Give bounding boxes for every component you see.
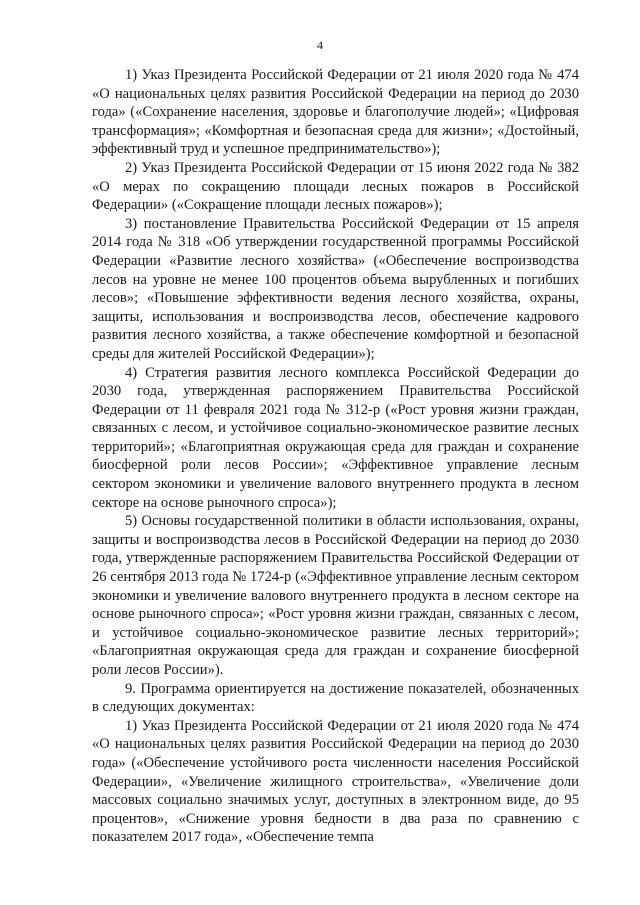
document-body [92, 66, 579, 847]
paragraph-decree-474-indicators: 1) Указ Президента Российской Федерации от 21 июля 2020 года № 474 «О национальных целях развития Российской Федерации на период до 2030 года» («Обеспечение устойчивого роста численности населения Российской Федерации», «Увеличение жилищного строительства», «Увеличение доли массовых социально значимых услуг, доступных в электронном виде, до 95 процентов», «Снижение уровня бедности в два раза по сравнению с показателем 2017 года», «Обеспечение темпа [92, 717, 579, 846]
paragraph-section-9: 9. Программа ориентируется на достижение показателей, обозначенных в следующих документах: [92, 680, 579, 716]
paragraph-decree-382: 2) Указ Президента Российской Федерации от 15 июня 2022 года № 382 «О мерах по сокращению площади лесных пожаров в Российской Федерации» («Сокращение площади лесных пожаров»); [92, 159, 579, 214]
paragraph-decree-474-targets: 1) Указ Президента Российской Федерации от 21 июля 2020 года № 474 «О национальных целях развития Российской Федерации на период до 2030 года» («Сохранение населения, здоровье и благополучие людей»; «Цифровая трансформация»; «Комфортная и безопасная среда для жизни»; «Достойный, эффективный труд и успешное предпринимательство»); [92, 67, 579, 158]
page-number: 4 [317, 38, 323, 52]
paragraph-resolution-318: 3) постановление Правительства Российской Федерации от 15 апреля 2014 года № 318 «Об утверждении государственной программы Российской Федерации «Развитие лесного хозяйства» («Обеспечение воспроизводства лесов на уровне не менее 100 процентов объема вырубленных и погибших лесов»; «Повышение эффективности ведения лесного хозяйства, охраны, защиты, использования и воспроизводства лесов, обеспечение кадрового развития лесного хозяйства, а также обеспечение комфортной и безопасной среды для жителей Российской Федерации»); [92, 215, 579, 362]
paragraph-state-policy-basics: 5) Основы государственной политики в области использования, охраны, защиты и воспроизводства лесов в Российской Федерации на период до 2030 года, утвержденные распоряжением Правительства Российской Федерации от 26 сентября 2013 года № 1724-р («Эффективное управление лесным сектором экономики и увеличение валового внутреннего продукта в лесном секторе на основе рыночного спроса»; «Рост уровня жизни граждан, связанных с лесом, и устойчивое социально-экономическое развитие лесных территорий»; «Благоприятная окружающая среда для граждан и сохранение биосферной роли лесов России»). [92, 513, 579, 678]
paragraph-forest-strategy: 4) Стратегия развития лесного комплекса Российской Федерации до 2030 года, утвержденная распоряжением Правительства Российской Федерации от 11 февраля 2021 года № 312-р («Рост уровня жизни граждан, связанных с лесом, и устойчивое социально-экономическое развитие лесных территорий»; «Благоприятная окружающая среда для граждан и сохранение биосферной роли лесов России»; «Эффективное управление лесным сектором экономики и увеличение валового внутреннего продукта в лесном секторе на основе рыночного спроса»); [92, 364, 579, 511]
